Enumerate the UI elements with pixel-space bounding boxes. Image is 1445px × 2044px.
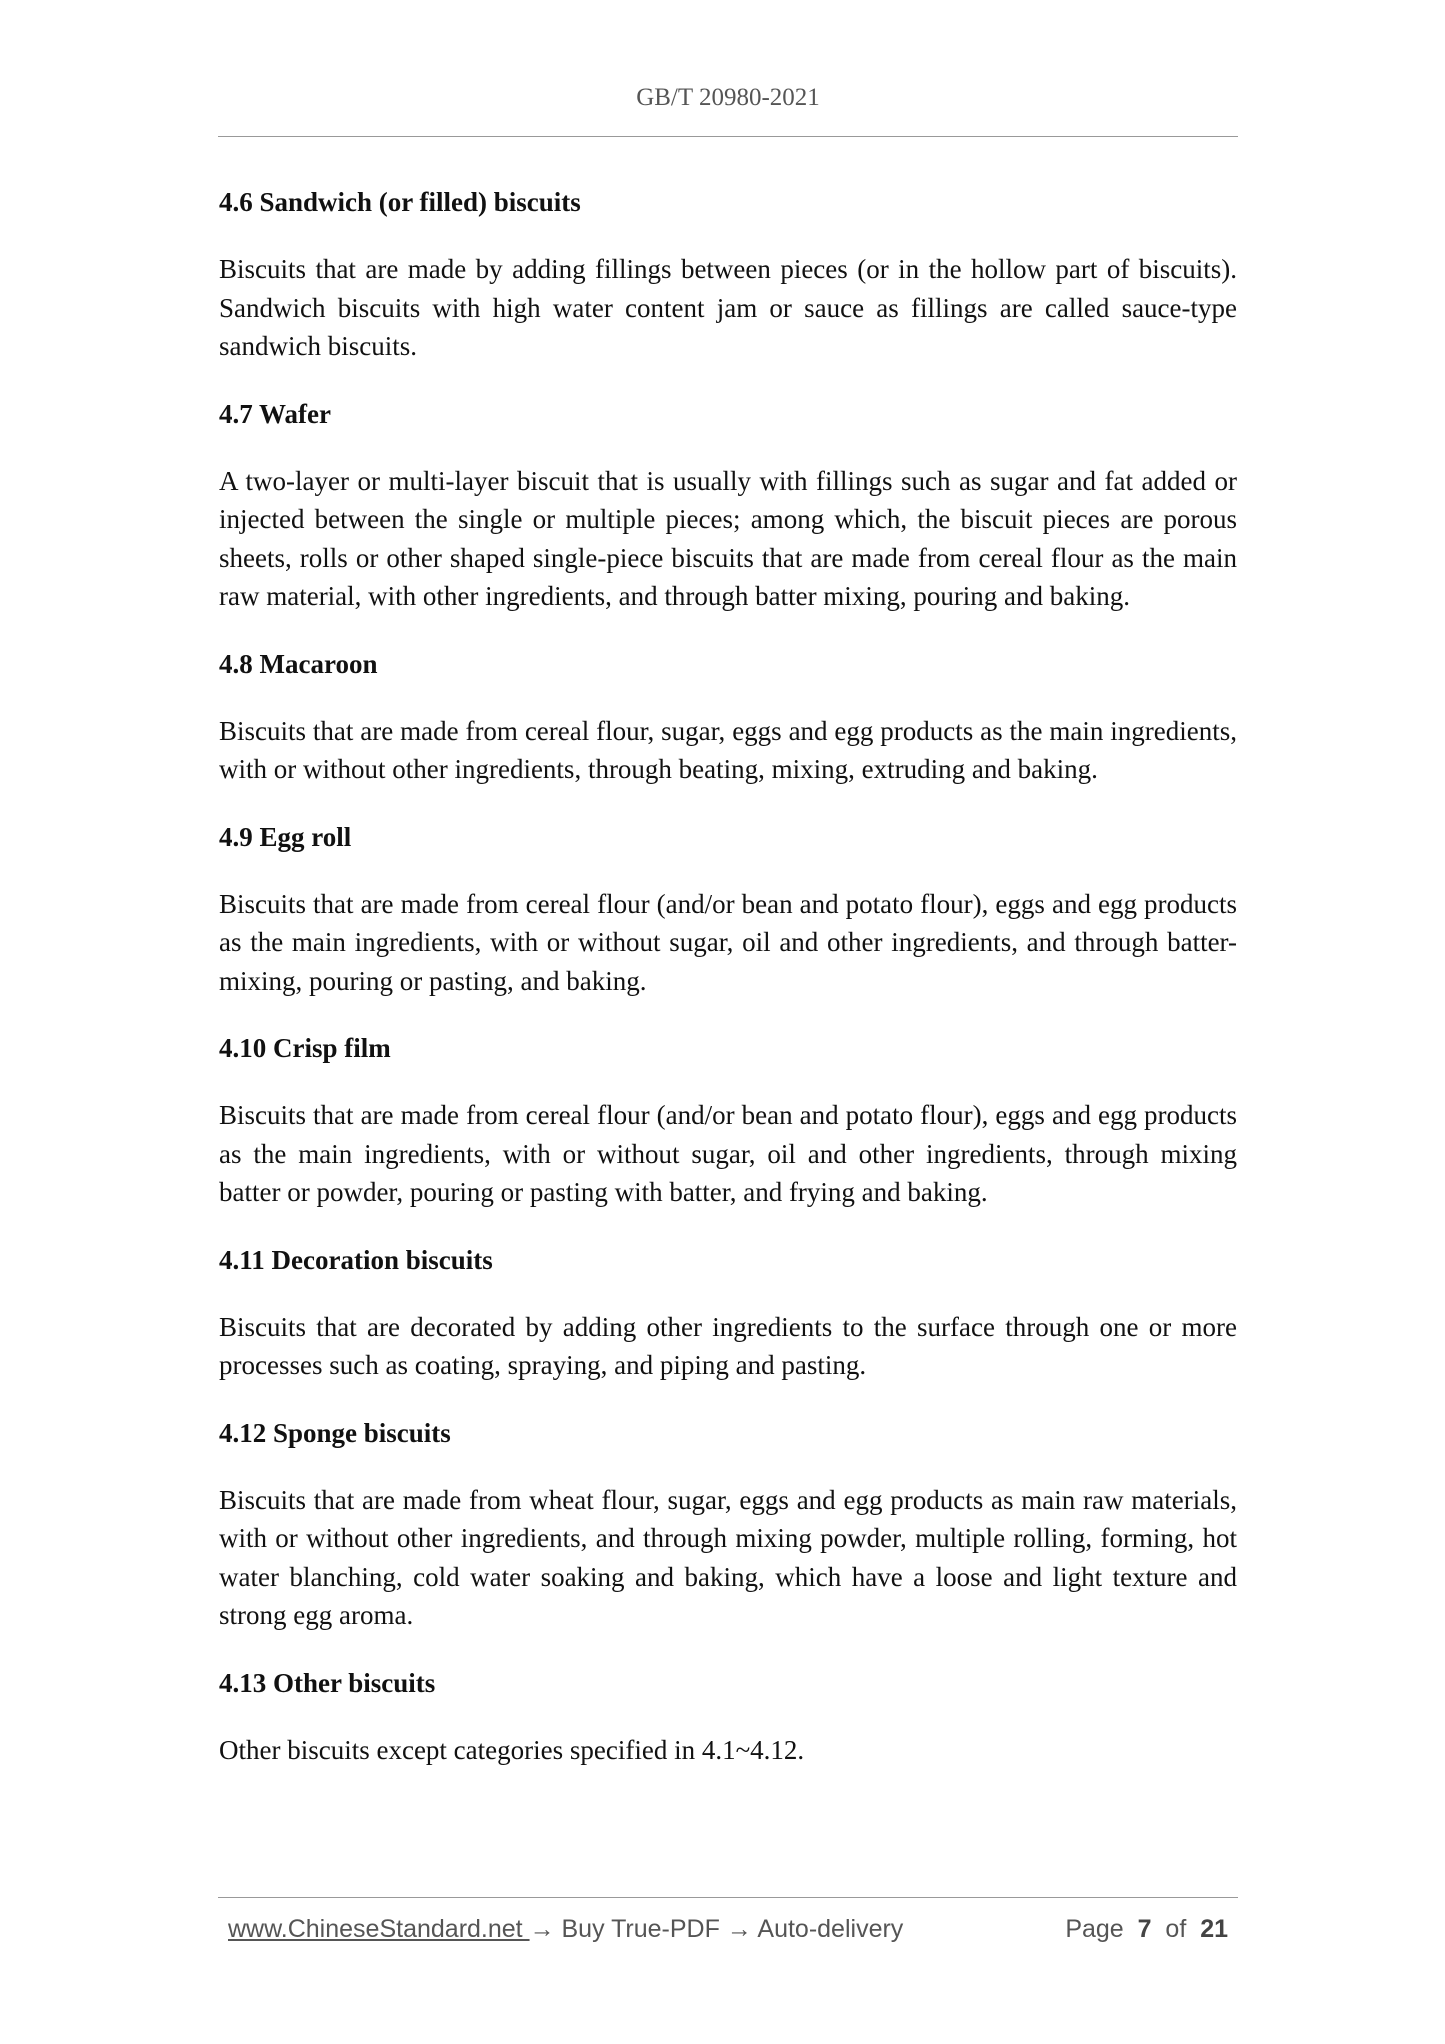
section-body: Biscuits that are made from cereal flour (and/or bean and potato flour), eggs and egg products as the main ingredients, with or without sugar, oil and other ingredients, through mixing batter or powder, pouring or pasting with batter, and frying and baking. — [219, 1100, 1237, 1207]
section-body: Biscuits that are made from cereal flour, sugar, eggs and egg products as the main ingredients, with or without other ingredients, through beating, mixing, extruding and baking. — [219, 715, 1237, 784]
section-4-12 — [219, 1414, 1237, 1635]
page-header: GB/T 20980-2021 — [636, 84, 820, 111]
section-body: Biscuits that are made from wheat flour, sugar, eggs and egg products as main raw materials, with or without other ingredients, and through mixing powder, multiple rolling, forming, hot water blanching, cold water soaking and baking, which have a loose and light texture and strong egg aroma. — [219, 1484, 1237, 1630]
footer-divider — [218, 1897, 1238, 1898]
section-4-7 — [219, 395, 1237, 616]
section-body: Other biscuits except categories specified in 4.1~4.12. — [219, 1734, 805, 1765]
section-title: 4.7 Wafer — [219, 398, 331, 429]
section-title: 4.9 Egg roll — [219, 821, 352, 852]
section-4-6 — [219, 183, 1237, 366]
page-word: Page — [1065, 1915, 1124, 1943]
buy-text: Buy True-PDF — [554, 1915, 727, 1943]
website-link[interactable]: www.ChineseStandard.net — [228, 1915, 530, 1943]
section-title: 4.8 Macaroon — [219, 648, 378, 679]
section-body: Biscuits that are made by adding fillings between pieces (or in the hollow part of biscuits). Sandwich biscuits with high water content jam or sauce as fillings are called sauce-type sandwich biscuits. — [219, 254, 1237, 361]
section-title: 4.6 Sandwich (or filled) biscuits — [219, 187, 581, 217]
page-indicator — [1065, 1915, 1228, 1944]
section-title: 4.12 Sponge biscuits — [219, 1417, 451, 1448]
of-word: of — [1165, 1915, 1187, 1943]
section-body: Biscuits that are made from cereal flour (and/or bean and potato flour), eggs and egg products as the main ingredients, with or without sugar, oil and other ingredients, and through batter-mixing, pouring or pasting, and baking. — [219, 888, 1237, 996]
section-body: Biscuits that are decorated by adding other ingredients to the surface through one or more processes such as coating, spraying, and piping and pasting. — [219, 1311, 1237, 1380]
arrow-right-icon: → — [529, 1915, 555, 1943]
section-title: 4.13 Other biscuits — [219, 1667, 436, 1698]
section-4-11 — [219, 1241, 1237, 1385]
section-4-13 — [219, 1664, 1237, 1770]
section-title: 4.11 Decoration biscuits — [219, 1244, 493, 1275]
page-total: 21 — [1200, 1915, 1228, 1943]
arrow-right-icon: → — [726, 1915, 752, 1943]
delivery-text: Auto-delivery — [751, 1915, 904, 1943]
section-4-9 — [219, 818, 1237, 1001]
section-4-8 — [219, 645, 1237, 789]
page-footer — [228, 1915, 1228, 1951]
section-title: 4.10 Crisp film — [219, 1033, 391, 1063]
page-content — [219, 183, 1237, 1798]
page-number: 7 — [1137, 1915, 1152, 1943]
section-body: A two-layer or multi-layer biscuit that is usually with fillings such as sugar and fat added or injected between the single or multiple pieces; among which, the biscuit pieces are porous sheets, rolls or other shaped single-piece biscuits that are made from cereal flour as the main raw material, with other ingredients, and through batter mixing, pouring and baking. — [219, 465, 1237, 611]
header-divider — [218, 136, 1238, 137]
section-4-10 — [219, 1029, 1237, 1212]
footer-promo — [228, 1915, 903, 1944]
